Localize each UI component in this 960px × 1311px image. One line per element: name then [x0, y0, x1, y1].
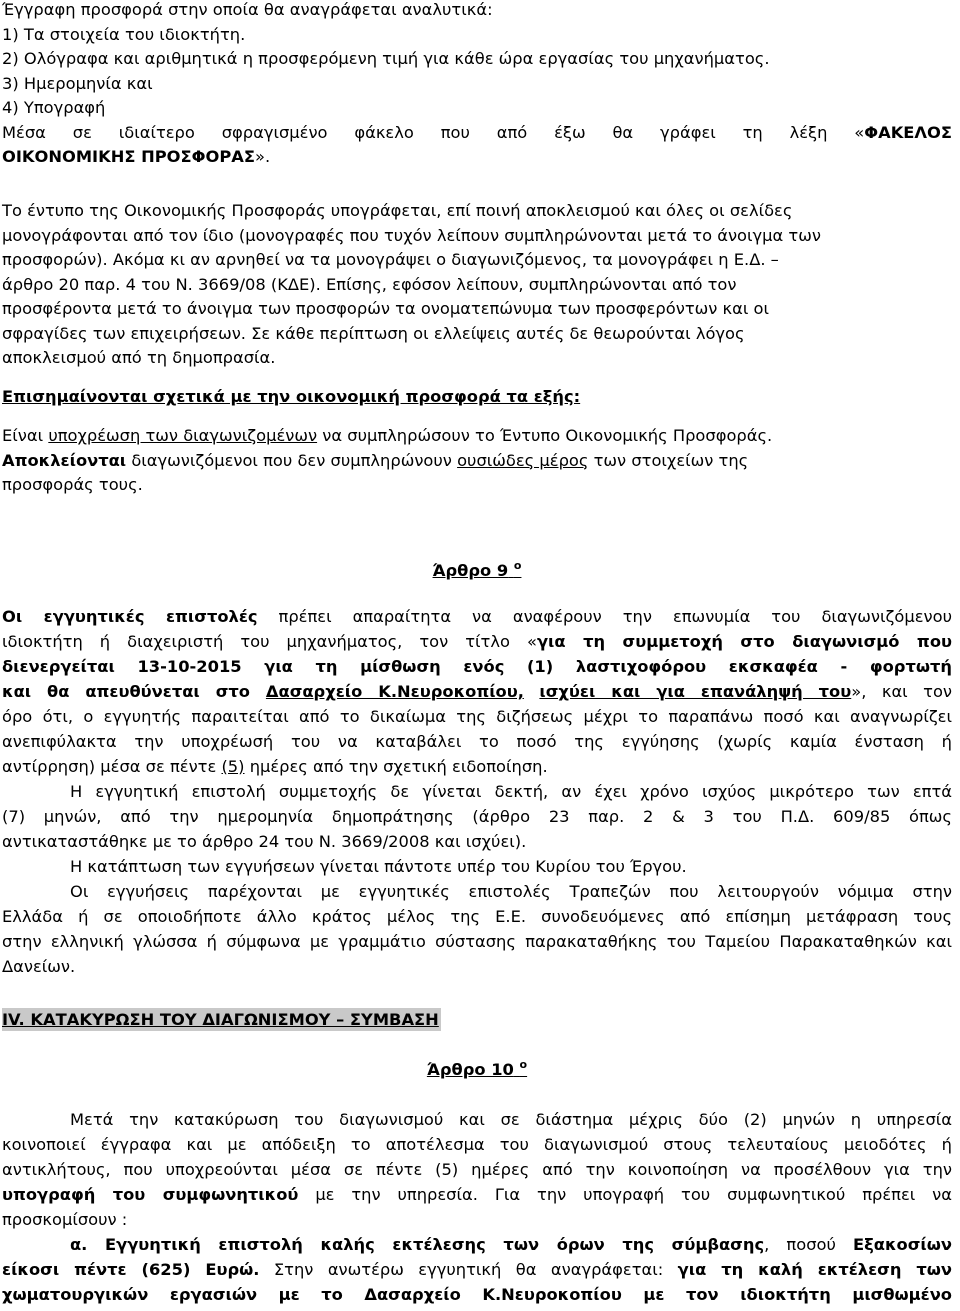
- obligation-start: Είναι: [2, 426, 49, 445]
- article-10-text: με την υπηρεσία. Για την υπογραφή του συμφωνητικού πρέπει να: [298, 1185, 952, 1204]
- article-10-title-block: [2, 1058, 952, 1083]
- article-10-line: χωματουργικών εργασιών με το Δασαρχείο Κ.Νευροκοπίου με τον ιδιοκτήτη μισθωμένο: [2, 1285, 952, 1304]
- list-item-owner: 1) Τα στοιχεία του ιδιοκτήτη.: [2, 24, 246, 44]
- offer-requirements: [2, 0, 952, 170]
- article-10-line: αντικλήτους, που υποχρεούνται μέσα σε πέντε (5) ημέρες από την κοινοποίηση να προσέλθουν για την: [2, 1160, 952, 1179]
- paragraph-line: άρθρο 20 παρ. 4 του Ν. 3669/08 (ΚΔΕ). Επίσης, εφόσον λείπουν, συμπληρώνονται από τον: [2, 274, 737, 294]
- obligation-end: να συμπληρώσουν το Έντυπο Οικονομικής Προσφοράς.: [317, 426, 773, 445]
- article-9-line: [2, 629, 952, 654]
- article-9-title: [2, 559, 952, 584]
- article-9-space: [524, 682, 539, 701]
- article-10-line: [2, 1232, 952, 1257]
- exclusion-end: των στοιχείων της: [588, 450, 749, 470]
- article-9-title-sup: ο: [513, 559, 522, 572]
- article-9-line: Η εγγυητική επιστολή συμμετοχής δε γίνεται δεκτή, αν έχει χρόνο ισχύος μικρότερο των επτά: [70, 782, 952, 801]
- emphasis-notes: [2, 424, 952, 498]
- article-9-line: όρο ότι, ο εγγυητής παραιτείται από το δικαίωμα της διζήσεως μέχρι το παραπάνω ποσό και αναγνωρίζει: [2, 707, 952, 726]
- emphasis-heading-block: [2, 385, 952, 410]
- exclusion-line-2: προσφοράς τους.: [2, 475, 143, 494]
- paragraph-line: μονογράφονται από τον ίδιο (μονογραφές που τυχόν λείπουν συμπληρώνονται μετά το άνοιγμα των: [2, 225, 821, 245]
- exclusion-bold: Αποκλείονται: [2, 450, 127, 470]
- section-iv-heading: [2, 1008, 952, 1033]
- paragraph-line: προσφορών). Ακόμα κι αν αρνηθεί να τα μονογράψει ο διαγωνιζόμενος, τα μονογράφει η Ε.Δ. –: [2, 250, 779, 269]
- envelope-label-part2: ΟΙΚΟΝΟΜΙΚΗΣ ΠΡΟΣΦΟΡΑΣ: [2, 147, 255, 166]
- paragraph-line: σφραγίδες των επιχειρήσεων. Σε κάθε περίπτωση οι ελλείψεις αυτές δε θεωρούνται λόγος: [2, 323, 745, 343]
- article-9-text: », και τον: [851, 682, 952, 701]
- article-9-text: ιδιοκτήτη ή διαχειριστή του μηχανήματος, τον τίτλο «: [2, 632, 537, 651]
- exclusion-line: [2, 449, 952, 474]
- article-9-bold-title: για τη συμμετοχή στο διαγωνισμό που: [536, 632, 952, 651]
- list-item-date: 3) Ημερομηνία και: [2, 73, 153, 93]
- paragraph-line: αποκλεισμού από τη δημοπρασία.: [2, 348, 276, 367]
- article-10-line: προσκομίσουν :: [2, 1210, 128, 1229]
- article-9-line: [2, 679, 952, 704]
- list-item-price: 2) Ολόγραφα και αριθμητικά η προσφερόμενη τιμή για κάθε ώρα εργασίας του μηχανήματος.: [2, 49, 770, 68]
- article-10-title: [2, 1058, 952, 1083]
- exclusion-text: διαγωνιζόμενοι που δεν συμπληρώνουν: [126, 450, 458, 470]
- article-9-line: Η κατάπτωση των εγγυήσεων γίνεται πάντοτε υπέρ του Κυρίου του Έργου.: [70, 857, 687, 876]
- performance-purpose-bold: για τη καλή εκτέλεση των: [677, 1260, 952, 1279]
- guarantee-letters-bold: Οι εγγυητικές επιστολές: [2, 607, 258, 626]
- article-9-line: [2, 604, 952, 629]
- article-9-line: Οι εγγυήσεις παρέχονται με εγγυητικές επιστολές Τραπεζών που λειτουργούν νόμιμα στην: [70, 882, 952, 901]
- article-9-line: (7) μηνών, από την ημερομηνία δημοπράτησης (άρθρο 23 παρ. 2 & 3 του Π.Δ. 609/85 όπως: [2, 807, 952, 826]
- article-10-text: Στην ανωτέρω εγγυητική θα αναγράφεται:: [259, 1260, 678, 1279]
- article-10-text: , ποσού: [764, 1235, 854, 1254]
- article-10-title-sup: ο: [519, 1058, 528, 1071]
- article-10-line: [2, 1182, 952, 1207]
- envelope-text: Μέσα σε ιδιαίτερο σφραγισμένο φάκελο που από έξω θα γράφει τη λέξη «: [2, 122, 865, 142]
- obligation-underlined: υποχρέωση των διαγωνιζομένων: [48, 426, 318, 445]
- performance-guarantee-bold: α. Εγγυητική επιστολή καλής εκτέλεσης των όρων της σύμβασης: [70, 1235, 765, 1254]
- article-9-line: Ελλάδα ή σε οποιοδήποτε άλλο κράτος μέλος της Ε.Ε. συνοδευόμενες από επίσημη μετάφραση τους: [2, 907, 952, 926]
- article-9-line: ανεπιφύλακτα την υποχρέωσή του να καταβάλει το ποσό της εγγύησης (χωρίς καμία ένσταση ή: [2, 732, 952, 751]
- list-item-signature: 4) Υπογραφή: [2, 98, 106, 117]
- article-9-line: διενεργείται 13-10-2015 για τη μίσθωση ενός (1) λαστιχοφόρου εκσκαφέα - φορτωτή: [2, 657, 952, 676]
- envelope-label-part1: ΦΑΚΕΛΟΣ: [864, 122, 952, 142]
- section-iv-heading-text: IV. ΚΑΤΑΚΥΡΩΣΗ ΤΟΥ ΔΙΑΓΩΝΙΣΜΟΥ – ΣΥΜΒΑΣΗ: [2, 1010, 439, 1029]
- article-9-line: Δανείων.: [2, 957, 76, 976]
- article-10-body: [2, 1107, 952, 1307]
- section-iv-block: [2, 1008, 952, 1033]
- repetition-clause: ισχύει και για επανάληψή του: [539, 682, 852, 701]
- article-9-title-block: [2, 559, 952, 584]
- article-9-line: [2, 754, 952, 779]
- agreement-signature-bold: υπογραφή του συμφωνητικού: [2, 1185, 299, 1204]
- envelope-line-2: [2, 145, 952, 170]
- article-9-line: αντικαταστάθηκε με το άρθρο 24 του Ν. 3669/2008 και ισχύει).: [2, 832, 527, 851]
- emphasis-heading: Επισημαίνονται σχετικά με την οικονομική προσφορά τα εξής:: [2, 387, 581, 406]
- paragraph-line: Το έντυπο της Οικονομικής Προσφοράς υπογράφεται, επί ποινή αποκλεισμού και όλες οι σελίδες: [2, 201, 793, 220]
- article-9-text: αντίρρηση) μέσα σε πέντε: [2, 757, 222, 776]
- paragraph-line: προσφέροντα μετά το άνοιγμα των προσφορών τα ονοματεπώνυμα των προσφερόντων και οι: [2, 299, 770, 318]
- article-9-body: [2, 604, 952, 979]
- forest-office-name: Δασαρχείο Κ.Νευροκοπίου,: [265, 682, 524, 701]
- article-9-bold: και θα απευθύνεται στο: [2, 682, 266, 701]
- article-10-line: Μετά την κατακύρωση του διαγωνισμού και σε διάστημα μέχρις δύο (2) μηνών η υπηρεσία: [70, 1110, 952, 1129]
- obligation-line: [2, 424, 952, 449]
- envelope-label-end: ».: [254, 147, 271, 166]
- article-9-text: πρέπει απαραίτητα να αναφέρουν την επωνυμία του διαγωνιζόμενου: [257, 607, 952, 626]
- article-9-text: ημέρες από την σχετική ειδοποίηση.: [244, 757, 548, 776]
- offer-intro-line: Έγγραφη προσφορά στην οποία θα αναγράφεται αναλυτικά:: [2, 0, 493, 19]
- article-10-title-text: Άρθρο 10: [426, 1060, 514, 1079]
- article-9-line: στην ελληνική γλώσσα ή σύμφωνα με γραμμάτιο σύστασης παρακαταθήκης του Ταμείου Παρακαταθηκών και: [2, 932, 952, 951]
- article-9-title-text: Άρθρο 9: [432, 561, 509, 580]
- article-10-line: [2, 1257, 952, 1282]
- form-signature-paragraph: [2, 199, 952, 371]
- amount-bold: Εξακοσίων: [853, 1235, 952, 1254]
- five-days-number: (5): [221, 757, 245, 776]
- article-10-line: κοινοποιεί έγγραφα και με απόδειξη το αποτέλεσμα του διαγωνισμού στους τελευταίους μειοδότες ή: [2, 1135, 952, 1154]
- envelope-line: [2, 121, 952, 146]
- exclusion-underlined: ουσιώδες μέρος: [457, 450, 589, 470]
- amount-bold-2: είκοσι πέντε (625) Ευρώ.: [2, 1260, 260, 1279]
